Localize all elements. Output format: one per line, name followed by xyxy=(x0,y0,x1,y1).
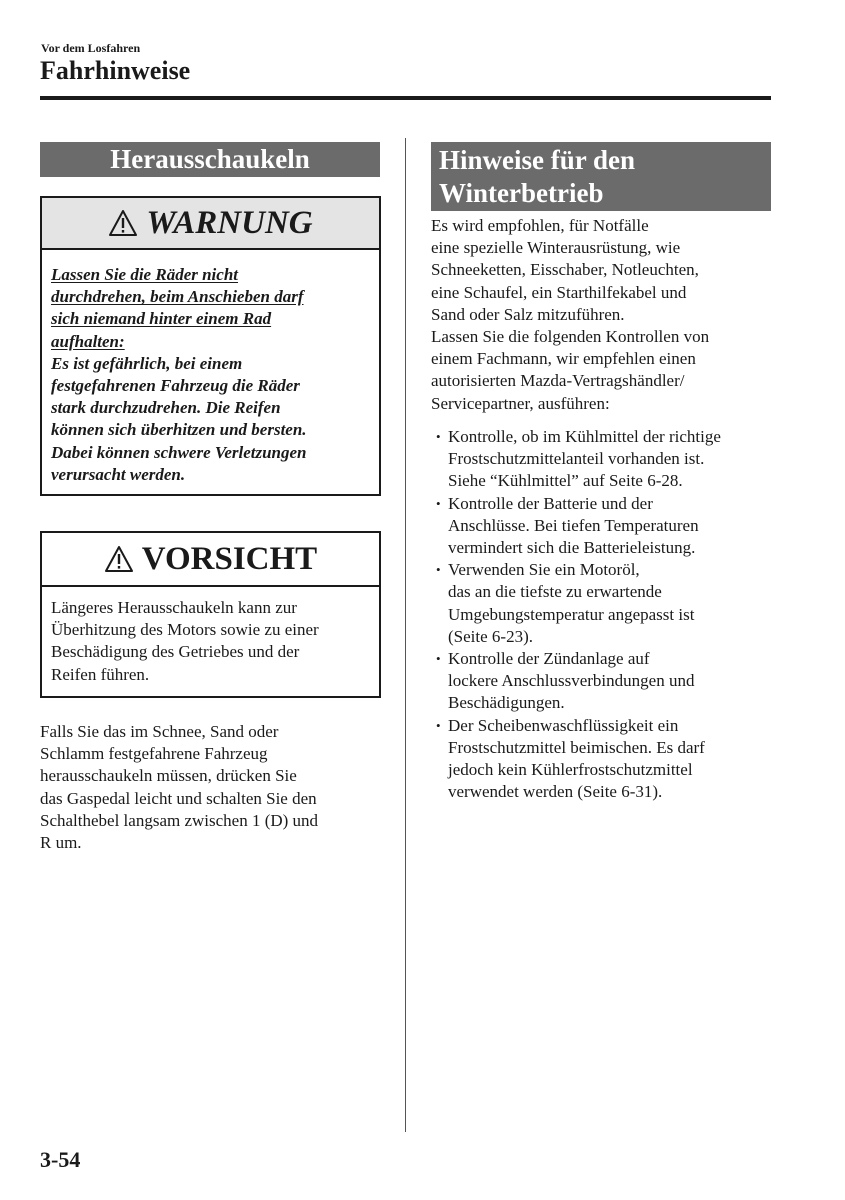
list-item-line: Umgebungstemperatur angepasst ist xyxy=(448,604,695,624)
list-item-line: (Seite 6-23). xyxy=(448,626,533,646)
caution-header xyxy=(42,533,379,587)
heading-line: Hinweise für den xyxy=(439,145,636,175)
intro-line: Servicepartner, ausführen: xyxy=(431,393,610,413)
page-number: 3-54 xyxy=(40,1147,81,1172)
caution-line: Reifen führen. xyxy=(51,664,150,684)
warning-line: verursacht werden. xyxy=(51,464,186,484)
warning-line: Lassen Sie die Räder nicht xyxy=(51,265,239,284)
list-item xyxy=(436,715,776,804)
winter-intro xyxy=(431,215,771,415)
heading-line: Winterbetrieb xyxy=(439,178,604,208)
list-item xyxy=(436,426,776,493)
paragraph-line: Schlamm festgefahrene Fahrzeug xyxy=(40,744,268,764)
warning-line: stark durchzudrehen. Die Reifen xyxy=(51,398,281,418)
list-item-line: lockere Anschlussverbindungen und xyxy=(448,671,695,691)
list-item-line: Anschlüsse. Bei tiefen Temperaturen xyxy=(448,515,699,535)
caution-line: Überhitzung des Motors sowie zu einer xyxy=(51,620,319,640)
list-item xyxy=(436,648,776,715)
chapter-label: Vor dem Losfahren xyxy=(41,41,141,55)
paragraph-line: das Gaspedal leicht und schalten Sie den xyxy=(40,788,317,808)
list-item-line: jedoch kein Kühlerfrostschutzmittel xyxy=(448,760,693,780)
section-title: Fahrhinweise xyxy=(40,56,191,85)
intro-line: autorisierten Mazda-Vertragshändler/ xyxy=(431,371,685,391)
intro-line: Lassen Sie die folgenden Kontrollen von xyxy=(431,327,710,347)
caution-triangle-icon xyxy=(104,545,134,573)
intro-line: einem Fachmann, wir empfehlen einen xyxy=(431,349,696,369)
list-item-line: verwendet werden (Seite 6-31). xyxy=(448,782,663,802)
list-item-line: Frostschutzmittelanteil vorhanden ist. xyxy=(448,449,705,469)
header-rule xyxy=(40,96,771,100)
paragraph-line: R um. xyxy=(40,833,82,853)
warning-line: aufhalten: xyxy=(51,331,125,351)
intro-line: Schneeketten, Eisschaber, Notleuchten, xyxy=(431,260,699,280)
heading-winterbetrieb xyxy=(431,142,771,211)
warning-triangle-icon xyxy=(108,209,138,237)
list-item-line: vermindert sich die Batterieleistung. xyxy=(448,538,696,558)
caution-line: Beschädigung des Getriebes und der xyxy=(51,642,300,662)
caution-text xyxy=(42,587,379,686)
warning-line: sich niemand hinter einem Rad xyxy=(51,309,272,329)
caution-title: VORSICHT xyxy=(141,540,318,577)
list-item-line: Siehe “Kühlmittel” auf Seite 6-28. xyxy=(448,471,683,491)
warning-line: Dabei können schwere Verletzungen xyxy=(51,442,307,462)
warning-line: festgefahrenen Fahrzeug die Räder xyxy=(51,376,300,396)
list-item-line: • Verwenden Sie ein Motoröl, xyxy=(448,560,640,580)
warning-line: Es ist gefährlich, bei einem xyxy=(51,353,243,373)
paragraph-line: Schalthebel langsam zwischen 1 (D) und xyxy=(40,810,319,830)
caution-line: Längeres Herausschaukeln kann zur xyxy=(51,598,297,617)
list-item-line: Frostschutzmittel beimischen. Es darf xyxy=(448,737,705,757)
list-item-line: • Kontrolle der Zündanlage auf xyxy=(448,649,650,669)
column-divider xyxy=(405,138,406,1132)
list-item-line: • Der Scheibenwaschflüssigkeit ein xyxy=(448,715,679,735)
warning-text xyxy=(42,250,379,486)
paragraph-line: Falls Sie das im Schnee, Sand oder xyxy=(40,722,279,741)
list-item-line: • Kontrolle, ob im Kühlmittel der richtige xyxy=(448,427,721,446)
heading-herausschaukeln: Herausschaukeln xyxy=(40,142,380,177)
warning-header xyxy=(42,198,379,250)
warning-title: WARNUNG xyxy=(146,204,313,241)
list-item-line: Beschädigungen. xyxy=(448,693,565,713)
intro-line: eine spezielle Winterausrüstung, wie xyxy=(431,238,681,258)
intro-line: eine Schaufel, ein Starthilfekabel und xyxy=(431,282,687,302)
rocking-paragraph xyxy=(40,721,380,854)
warning-line: durchdrehen, beim Anschieben darf xyxy=(51,287,304,307)
paragraph-line: herausschaukeln müssen, drücken Sie xyxy=(40,766,297,786)
list-item xyxy=(436,559,776,648)
list-item xyxy=(436,493,776,560)
intro-line: Sand oder Salz mitzuführen. xyxy=(431,304,625,324)
warning-box xyxy=(40,196,381,496)
list-item-line: • Kontrolle der Batterie und der xyxy=(448,493,653,513)
winter-checklist xyxy=(436,426,776,803)
caution-box xyxy=(40,531,381,698)
intro-line: Es wird empfohlen, für Notfälle xyxy=(431,216,649,235)
warning-line: können sich überhitzen und bersten. xyxy=(51,420,307,440)
list-item-line: das an die tiefste zu erwartende xyxy=(448,582,662,602)
